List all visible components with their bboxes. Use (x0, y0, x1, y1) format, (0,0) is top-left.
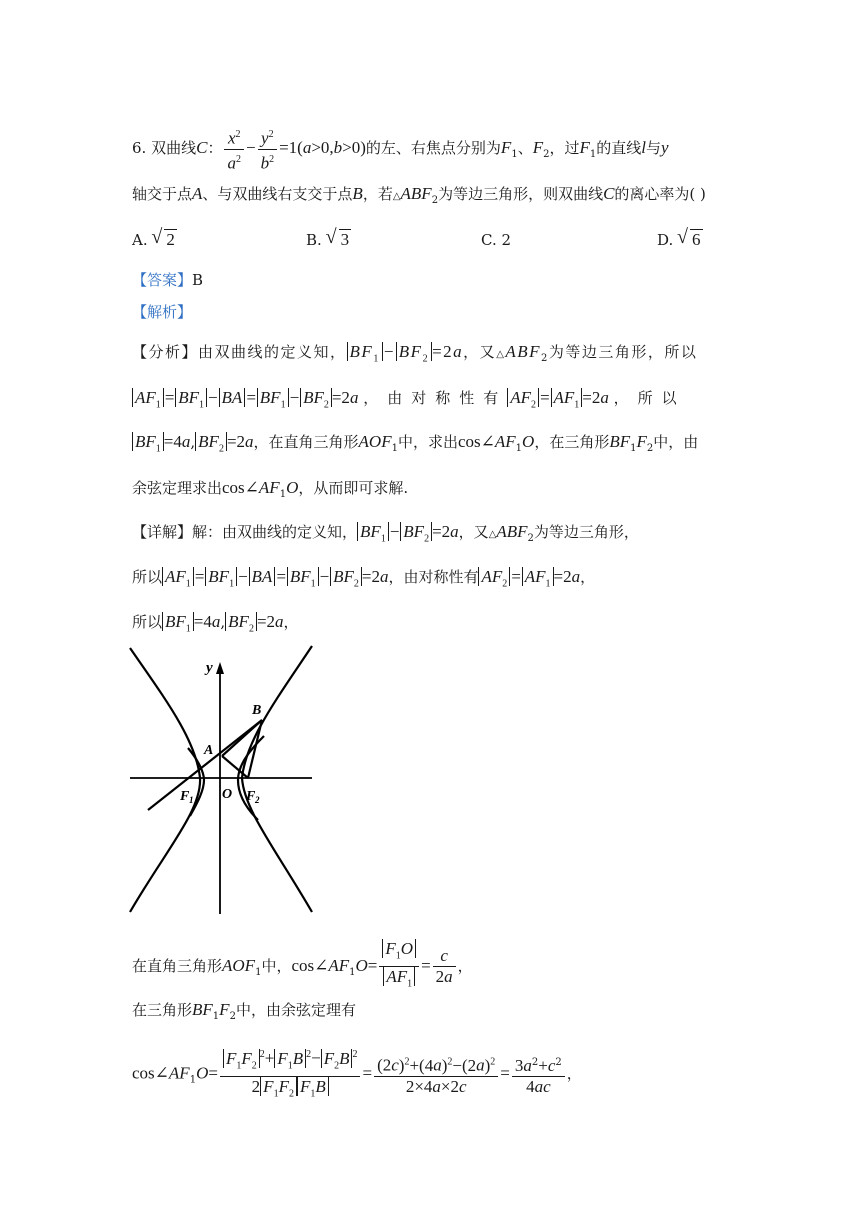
detail-line-2: 所以 $AF_1 = BF_1$ − BA = $BF_1 - BF_2 =2a$，由对称性有 $AF_2 = AF_1 =2a$， (132, 567, 596, 590)
option-a: A. √ 2 (132, 230, 177, 250)
fenxi-line-4: 余弦定理求出$\cos\angle AF_1O$，从而即可求解. (132, 478, 409, 500)
label-o: O (222, 787, 233, 802)
fraction-c-2a: $\frac{c}{2a}$ (433, 947, 456, 986)
fenxi-line-1: 【分析】由双曲线的定义知， $BF_1 - BF_2 =2a$，又$\triangle ABF_2$为等边三角形，所以 (132, 342, 698, 365)
analysis-heading: 【解析】 (132, 303, 193, 321)
fenxi-line-3: $BF_1 =4a$, $BF_2 =2a$，在直角三角形$AOF_1$中，求出$\cos\angle AF_1O$，在三角形$BF_1F_2$中，由 (132, 432, 698, 459)
question-line-2: 轴交于点A、与双曲线右支交于点B，若$\triangle ABF_2$为等边三角形，则双曲线C的离心率为( ) (132, 184, 706, 206)
fraction-x2-a2: $\frac{x^2}{a^2}$ (224, 126, 244, 172)
cosine-law-formula: $\cos\angle AF_1O=$ $\frac{F_1F_2^2+ F_1B ^2- F_2B ^2}{2 F_1F_2 F_1B}$ = $\frac{(2c)^2+(4a)^2-(2a)^2}{2\times 4a\times 2c}$ = $\frac{3a^2+c^2}{4ac}$ ， (132, 1046, 582, 1103)
fraction-y2-b2: $\frac{y^2}{b^2}$ (258, 126, 278, 172)
step2-line: 在三角形$BF_1F_2$中，由余弦定理有 (132, 1000, 356, 1022)
hyperbola-figure (126, 640, 322, 916)
detail-line-1: 【详解】解：由双曲线的定义知， $BF_1 - BF_2 =2a$，又$\triangle ABF_2$为等边三角形， (132, 522, 639, 545)
answer-value: B (192, 271, 204, 289)
question-number: 6. (132, 139, 147, 158)
y-axis-arrow (216, 662, 224, 674)
right-branch (242, 646, 312, 912)
label-b: B (252, 703, 262, 718)
fraction-cosine-values: $\frac{(2c)^2+(4a)^2-(2a)^2}{2\times 4a\times 2c}$ (374, 1053, 498, 1096)
detail-line-3: 所以 $BF_1 =4a$, $BF_2 =2a$， (132, 612, 299, 635)
fraction-cosine-general: $\frac{F_1F_2^2+ F_1B ^2- F_2B ^2}{2 F_1F_2 F_1B}$ (220, 1046, 361, 1103)
segment-ab (222, 720, 262, 756)
fraction-f1o-af1: $\frac{F_1O}{AF_1}$ (379, 940, 419, 994)
option-b: B. √ 3 (306, 230, 351, 250)
question-text: 双曲线 (151, 139, 197, 158)
label-f2-sub: 2 (255, 795, 260, 805)
label-f2: F (246, 789, 256, 804)
inner-left-branch (188, 748, 204, 816)
left-branch (130, 648, 200, 912)
question-line-1: 6. 双曲线C： $\frac{x^2}{a^2}$ − $\frac{y^2}{b^2}$ =1(a>0,b>0)的左、右焦点分别为$F_1$、$F_2$，过$F_1$的直线l与y (132, 126, 669, 172)
label-y: y (206, 660, 213, 676)
answer-line (132, 270, 203, 290)
answer-tag: 【答案】 (132, 271, 193, 289)
label-f1: F (180, 789, 190, 804)
fraction-cosine-result: $\frac{3a^2+c^2}{4ac}$ (512, 1054, 565, 1096)
label-f1-sub: 1 (189, 795, 194, 805)
step1-line: 在直角三角形$AOF_1$中，$\cos\angle AF_1O=$ $\frac{F_1O}{AF_1}$ = $\frac{c}{2a}$ ， (132, 940, 473, 994)
option-d: D. √ 6 (657, 230, 703, 250)
label-a: A (204, 743, 214, 758)
option-c: C. 2 (481, 231, 512, 249)
fenxi-line-2: $AF_1 = BF_1$ − BA = $BF_1 - BF_2 =2a$ ，由对称性有 $AF_2 = AF_1 =2a$ ，所以 (132, 388, 686, 415)
